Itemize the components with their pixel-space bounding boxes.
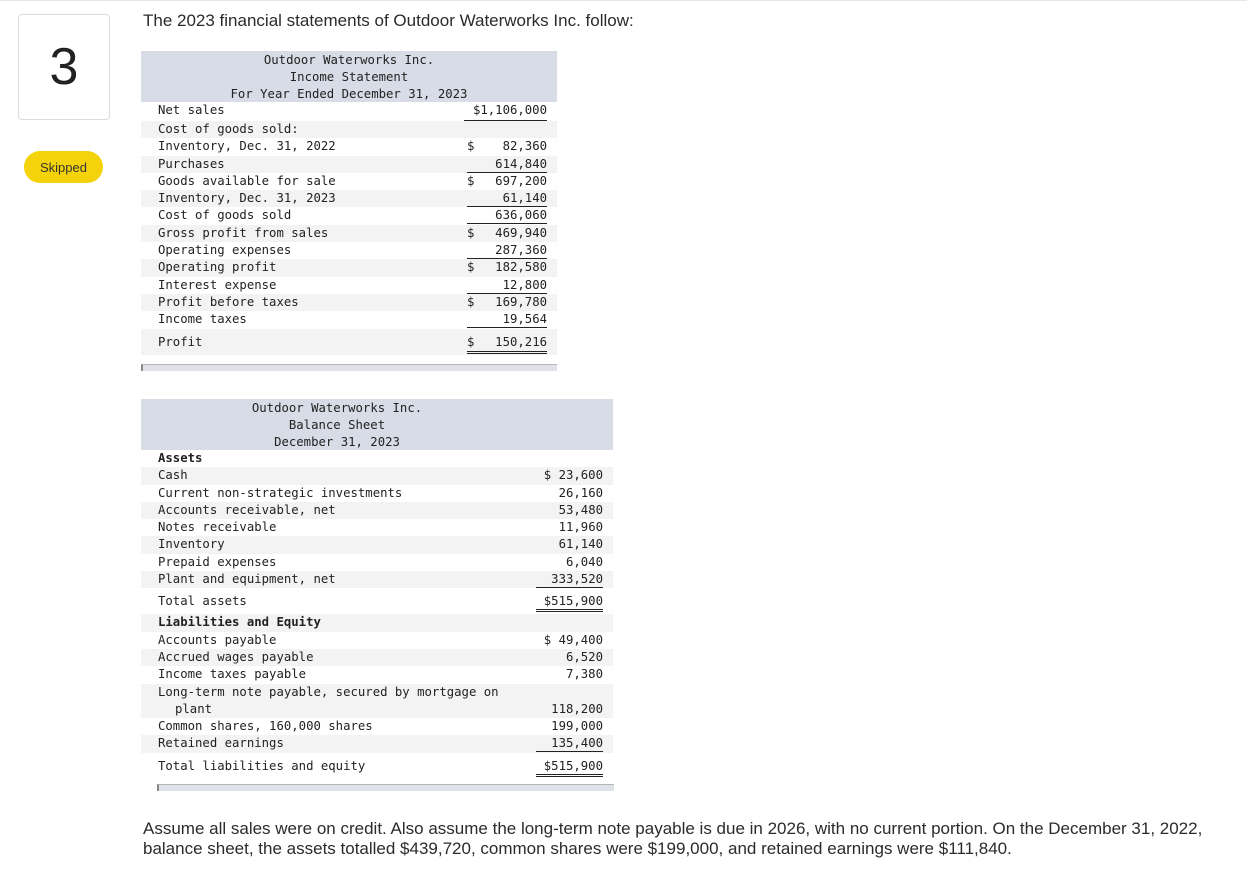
row-amount	[521, 485, 603, 502]
balance-sheet-date: December 31, 2023	[274, 435, 400, 449]
row-amount	[536, 571, 603, 588]
liabilities-heading: Liabilities and Equity	[158, 615, 321, 630]
row-label: Cash	[158, 468, 188, 483]
row-label: Cost of goods sold	[158, 208, 292, 223]
assets-heading: Assets	[158, 451, 203, 465]
question-number-box[interactable]	[18, 14, 110, 120]
row-amount	[521, 519, 603, 536]
row-label: Common shares, 160,000 shares	[158, 719, 373, 734]
row-amount	[464, 102, 547, 121]
question-number: 3	[49, 38, 79, 96]
table-row	[141, 588, 613, 614]
status-badge	[24, 151, 103, 183]
row-label: Gross profit from sales	[158, 225, 329, 240]
table-row	[141, 571, 613, 588]
income-statement-period: For Year Ended December 31, 2023	[230, 87, 468, 101]
row-amount	[467, 207, 547, 224]
row-value: 199,000	[551, 719, 603, 734]
dollar-sign: $	[467, 139, 475, 154]
row-amount	[467, 225, 547, 242]
row-amount	[467, 277, 547, 294]
balance-sheet-title: Balance Sheet	[288, 418, 386, 432]
table-row	[141, 666, 613, 683]
section-heading-row	[141, 614, 613, 631]
intro-text: The 2023 financial statements of Outdoor Waterworks Inc. follow:	[143, 11, 634, 30]
dollar-sign: $	[467, 173, 475, 188]
row-value: 169,780	[495, 294, 547, 309]
table-row	[141, 173, 557, 190]
table-row	[141, 718, 613, 735]
table-row	[141, 329, 557, 355]
row-label: Net sales	[158, 103, 225, 117]
row-value: $ 49,400	[543, 632, 603, 647]
row-value: 287,360	[495, 243, 547, 258]
row-label: Accounts payable	[158, 632, 277, 647]
table-row	[141, 502, 613, 519]
balance-sheet-end-bar	[157, 784, 614, 791]
table-row	[141, 554, 613, 571]
income-statement-end-bar	[141, 364, 557, 371]
row-label: Inventory, Dec. 31, 2022	[158, 139, 336, 154]
top-divider	[0, 0, 1247, 1]
row-amount	[467, 242, 547, 259]
dollar-sign: $	[467, 225, 475, 240]
table-row	[141, 311, 557, 328]
row-label: Long-term note payable, secured by mortgage on	[158, 684, 499, 699]
row-amount	[536, 753, 603, 777]
row-label: Cost of goods sold:	[158, 122, 299, 136]
row-label: Notes receivable	[158, 520, 277, 535]
row-amount	[521, 502, 603, 519]
row-label: Accrued wages payable	[158, 649, 314, 664]
table-row	[141, 138, 557, 155]
table-row	[141, 485, 613, 502]
table-row	[141, 277, 557, 294]
row-value: 469,940	[495, 225, 547, 240]
row-value: 182,580	[495, 260, 547, 275]
row-amount	[521, 632, 603, 649]
row-label: Income taxes payable	[158, 667, 307, 682]
row-value: 61,140	[502, 191, 547, 206]
table-row	[141, 519, 613, 536]
row-amount	[521, 554, 603, 571]
row-value: 150,216	[495, 334, 547, 349]
table-row	[141, 156, 557, 173]
row-label: Goods available for sale	[158, 173, 336, 188]
row-value: $1,106,000	[472, 103, 547, 117]
section-heading-row	[141, 450, 613, 467]
balance-sheet	[141, 399, 613, 779]
row-label: Purchases	[158, 156, 225, 171]
row-label: plant	[175, 701, 213, 716]
row-amount	[467, 173, 547, 190]
table-row	[141, 536, 613, 553]
row-amount	[521, 701, 603, 718]
balance-sheet-header	[141, 399, 613, 450]
status-badge-label: Skipped	[40, 159, 87, 175]
row-value: 333,520	[551, 572, 603, 587]
row-label: Operating expenses	[158, 243, 292, 258]
row-label: Profit	[158, 334, 203, 349]
row-amount	[521, 467, 603, 484]
table-row	[141, 701, 613, 718]
row-amount	[536, 735, 603, 752]
row-value: 26,160	[558, 485, 603, 500]
row-amount	[467, 156, 547, 173]
row-value: 135,400	[551, 736, 603, 751]
row-label: Total liabilities and equity	[158, 758, 366, 773]
row-label: Inventory, Dec. 31, 2023	[158, 191, 336, 206]
table-row	[141, 753, 613, 779]
row-value: 697,200	[495, 173, 547, 188]
row-label: Prepaid expenses	[158, 554, 277, 569]
row-label: Operating profit	[158, 260, 277, 275]
row-amount	[521, 649, 603, 666]
row-amount	[521, 666, 603, 683]
row-amount	[467, 190, 547, 207]
row-value: 6,520	[565, 649, 603, 664]
closing-text: Assume all sales were on credit. Also assume the long-term note payable is due in 2026, with no current portion. On the December 31, 2022, balance sheet, the assets totalled $439,720, common shares were $199,000, and retained earnings were $111,840.	[143, 819, 1203, 858]
row-label: Plant and equipment, net	[158, 572, 336, 587]
table-row	[141, 102, 557, 121]
income-statement	[141, 51, 557, 355]
row-value: 19,564	[502, 312, 547, 327]
row-label: Interest expense	[158, 277, 277, 292]
row-value: 614,840	[495, 156, 547, 171]
row-amount	[521, 536, 603, 553]
row-value: 636,060	[495, 208, 547, 223]
row-amount	[467, 138, 547, 155]
table-row	[141, 259, 557, 276]
row-label: Current non-strategic investments	[158, 485, 403, 500]
income-statement-company: Outdoor Waterworks Inc.	[263, 53, 435, 67]
table-row	[141, 735, 613, 752]
income-statement-header	[141, 51, 557, 102]
row-value: 53,480	[558, 502, 603, 517]
row-amount	[467, 311, 547, 328]
row-value: 118,200	[551, 701, 603, 716]
table-row	[141, 467, 613, 484]
row-value: $515,900	[543, 594, 603, 609]
table-row	[141, 632, 613, 649]
table-row	[141, 121, 557, 138]
balance-sheet-company: Outdoor Waterworks Inc.	[251, 401, 423, 415]
row-amount	[467, 259, 547, 276]
row-value: $515,900	[543, 758, 603, 773]
dollar-sign: $	[467, 334, 475, 349]
row-value: 7,380	[565, 667, 603, 682]
table-row	[141, 294, 557, 311]
table-row	[141, 190, 557, 207]
row-label: Profit before taxes	[158, 294, 299, 309]
table-row	[141, 649, 613, 666]
row-value: 82,360	[502, 139, 547, 154]
row-label: Total assets	[158, 594, 247, 609]
row-amount	[536, 588, 603, 612]
row-amount	[521, 718, 603, 735]
row-label: Income taxes	[158, 312, 247, 327]
dollar-sign: $	[467, 260, 475, 275]
row-value: 6,040	[565, 554, 603, 569]
row-value: 61,140	[558, 537, 603, 552]
table-row	[141, 225, 557, 242]
income-statement-title: Income Statement	[289, 70, 409, 84]
row-value: $ 23,600	[543, 468, 603, 483]
row-label: Accounts receivable, net	[158, 502, 336, 517]
row-label: Retained earnings	[158, 736, 284, 751]
row-value: 11,960	[558, 520, 603, 535]
table-row	[141, 684, 613, 701]
dollar-sign: $	[467, 294, 475, 309]
table-row	[141, 242, 557, 259]
row-amount	[467, 294, 547, 311]
table-row	[141, 207, 557, 224]
row-value: 12,800	[502, 277, 547, 292]
row-amount	[467, 329, 547, 354]
row-label: Inventory	[158, 537, 225, 552]
